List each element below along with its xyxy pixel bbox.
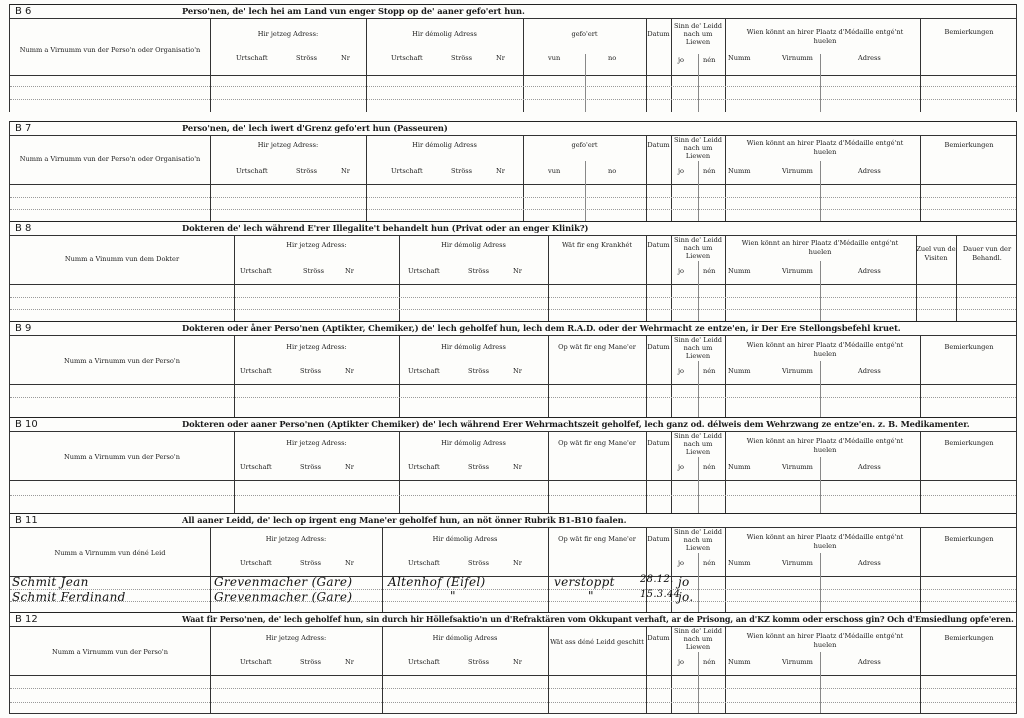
alive-header: Sinn de' Leidd nach um Liewen (673, 432, 723, 456)
town-header: Urtschaft (236, 54, 268, 62)
no-header: nén (703, 267, 716, 275)
entry-former-town: Altenhof (Eifel) (388, 575, 486, 589)
alive-header: Sinn de' Leidd nach um Liewen (673, 136, 723, 160)
entry-current-town: Grevenmacher (Gare) (214, 590, 353, 604)
address-header: Adress (858, 463, 881, 471)
number-header: Nr (345, 559, 354, 567)
firstname-header: Virnumm (782, 463, 813, 471)
section-b12 (9, 612, 1017, 714)
yes-header: jo (678, 463, 685, 471)
section-title: Waat fir Perso'nen, de' lech geholfef hun, sin durch hir Höllefsaktio'n un d'Refraktären vom Okkupant verhaft, ar de Prisong, an d'KZ komm oder erschoss gin? Och d'Emsiedlung opfe'eren. (182, 614, 1014, 624)
date-header: Datum (647, 241, 670, 249)
entry-alive: jo (678, 575, 690, 589)
surname-header: Numm (728, 267, 751, 275)
firstname-header: Virnumm (782, 167, 813, 175)
alive-header: Sinn de' Leidd nach um Liewen (673, 627, 723, 651)
street-header: Ströss (468, 559, 490, 567)
entry-manner: " (588, 589, 594, 603)
number-header: Nr (345, 267, 354, 275)
section-title: All aaner Leidd, de' lech op irgent eng Mane'er geholfef hun, an nöt önner Rubrik B1-B10 faalen. (182, 515, 627, 525)
street-header: Ströss (468, 463, 490, 471)
what-happened-header: Wät ass déné Leidd geschitt (550, 638, 644, 646)
former-address-header: Hir démolig Adress (412, 30, 477, 38)
town-header: Urtschaft (240, 658, 272, 666)
current-address-header: Hir jetzeg Adress: (286, 343, 347, 351)
town-header: Urtschaft (408, 267, 440, 275)
section-b6 (9, 4, 1017, 112)
from-header: vun (548, 167, 561, 175)
no-header: nén (703, 56, 716, 64)
current-address-header: Hir jetzeg Adress: (265, 535, 327, 543)
date-header: Datum (647, 141, 670, 149)
address-header: Adress (858, 167, 881, 175)
section-code: B 8 (15, 223, 32, 234)
to-header: no (608, 54, 617, 62)
yes-header: jo (678, 658, 685, 666)
treatment-duration-header: Dauer vun der Behandl. (962, 245, 1012, 262)
alive-header: Sinn de' Leidd nach um Liewen (673, 528, 723, 552)
section-code: B 9 (15, 323, 32, 334)
remarks-header: Bemierkungen (944, 343, 994, 351)
former-address-header: Hir démolig Adress (432, 535, 498, 543)
address-header: Adress (858, 267, 881, 275)
section-title: Perso'nen, de' lech iwert d'Grenz gefo'ert hun (Passeuren) (182, 123, 448, 133)
surname-header: Numm (728, 658, 751, 666)
section-title: Dokteren oder åner Perso'nen (Aptikter, Chemiker,) de' lech geholfef hun, lech dem R.A.D. oder der Wehrmacht ze entze'en, ir Der Ere Stellongsbefehl kruet. (182, 323, 901, 333)
number-header: Nr (513, 658, 522, 666)
town-header: Urtschaft (408, 463, 440, 471)
date-header: Datum (647, 439, 670, 447)
address-header: Adress (858, 658, 881, 666)
date-header: Datum (647, 535, 670, 543)
section-code: B 10 (15, 419, 38, 430)
alive-header: Sinn de' Leidd nach um Liewen (673, 22, 723, 46)
number-header: Nr (496, 167, 505, 175)
alive-header: Sinn de' Leidd nach um Liewen (673, 236, 723, 260)
name-header: Numm a Virnumm vun der Perso'n (52, 648, 168, 656)
no-header: nén (703, 559, 716, 567)
number-header: Nr (341, 54, 350, 62)
name-header: Numm a Virnumm vun der Perso'n (64, 357, 180, 365)
section-b11 (9, 513, 1017, 612)
entry-former-town: " (450, 589, 456, 603)
date-header: Datum (647, 30, 670, 38)
number-header: Nr (513, 559, 522, 567)
former-address-header: Hir démolig Adress (432, 634, 498, 642)
section-b9 (9, 321, 1017, 417)
manner-header: Op wät fir eng Mane'er (558, 535, 636, 543)
section-title: Dokteren de' lech während E'rer Illegalite't behandelt hun (Privat oder an enger Klinik?) (182, 223, 589, 233)
former-address-header: Hir démolig Adress (441, 343, 506, 351)
section-b10 (9, 417, 1017, 513)
surname-header: Numm (728, 367, 751, 375)
street-header: Ströss (300, 559, 322, 567)
street-header: Ströss (303, 267, 325, 275)
street-header: Ströss (468, 658, 490, 666)
town-header: Urtschaft (240, 559, 272, 567)
medal-header: Wien könnt an hirer Plaatz d'Médaille entgé'nt huelen (746, 139, 904, 156)
led-header: gefo'ert (571, 30, 598, 38)
yes-header: jo (678, 267, 685, 275)
date-header: Datum (647, 634, 670, 642)
current-address-header: Hir jetzeg Adress: (257, 141, 319, 149)
town-header: Urtschaft (391, 54, 423, 62)
current-address-header: Hir jetzeg Adress: (286, 241, 347, 249)
yes-header: jo (678, 167, 685, 175)
alive-header: Sinn de' Leidd nach um Liewen (673, 336, 723, 360)
no-header: nén (703, 167, 716, 175)
firstname-header: Virnumm (782, 658, 813, 666)
street-header: Ströss (296, 167, 318, 175)
town-header: Urtschaft (240, 367, 272, 375)
remarks-header: Bemierkungen (944, 439, 994, 447)
no-header: nén (703, 658, 716, 666)
former-address-header: Hir démolig Adress (412, 141, 477, 149)
former-address-header: Hir démolig Adress (441, 241, 506, 249)
surname-header: Numm (728, 54, 751, 62)
town-header: Urtschaft (408, 658, 440, 666)
manner-header: Op wät fir eng Mane'er (558, 439, 636, 447)
street-header: Ströss (300, 463, 322, 471)
town-header: Urtschaft (236, 167, 268, 175)
street-header: Ströss (468, 267, 490, 275)
street-header: Ströss (451, 167, 473, 175)
name-header: Numm a Virnumm vun déné Leid (54, 549, 166, 557)
medal-header: Wien könnt an hirer Plaatz d'Médaille entgé'nt huelen (746, 437, 904, 454)
no-header: nén (703, 463, 716, 471)
remarks-header: Bemierkungen (944, 535, 994, 543)
street-header: Ströss (300, 367, 322, 375)
firstname-header: Virnumm (782, 559, 813, 567)
number-header: Nr (345, 367, 354, 375)
entry-current-town: Grevenmacher (Gare) (214, 575, 353, 589)
address-header: Adress (858, 559, 881, 567)
number-header: Nr (513, 267, 522, 275)
illness-header: Wät fir eng Krankhét (561, 241, 633, 249)
yes-header: jo (678, 367, 685, 375)
firstname-header: Virnumm (782, 367, 813, 375)
number-header: Nr (341, 167, 350, 175)
entry-date: 28.12. (640, 574, 674, 585)
number-header: Nr (496, 54, 505, 62)
town-header: Urtschaft (240, 463, 272, 471)
section-b8 (9, 221, 1017, 321)
name-header: Numm a Virnumm vun der Perso'n oder Organisatio'n (19, 46, 201, 54)
street-header: Ströss (300, 658, 322, 666)
street-header: Ströss (451, 54, 473, 62)
remarks-header: Bemierkungen (944, 634, 994, 642)
town-header: Urtschaft (408, 559, 440, 567)
name-header: Numm a Virnumm vun der Perso'n oder Organisatio'n (19, 155, 201, 163)
street-header: Ströss (468, 367, 490, 375)
remarks-header: Bemierkungen (944, 141, 994, 149)
number-header: Nr (513, 463, 522, 471)
name-header: Numm a Virnumm vun der Perso'n (64, 453, 180, 461)
address-header: Adress (858, 54, 881, 62)
town-header: Urtschaft (391, 167, 423, 175)
manner-header: Op wät fir eng Mane'er (558, 343, 636, 351)
entry-alive: jo. (678, 590, 694, 604)
current-address-header: Hir jetzeg Adress: (286, 439, 347, 447)
surname-header: Numm (728, 167, 751, 175)
current-address-header: Hir jetzeg Adress: (265, 634, 327, 642)
to-header: no (608, 167, 617, 175)
section-code: B 6 (15, 6, 32, 17)
medal-header: Wien könnt an hirer Plaatz d'Médaille entgé'nt huelen (746, 533, 904, 550)
number-header: Nr (345, 463, 354, 471)
section-b7 (9, 121, 1017, 221)
date-header: Datum (647, 343, 670, 351)
section-code: B 7 (15, 123, 32, 134)
no-header: nén (703, 367, 716, 375)
medal-header: Wien könnt an hirer Plaatz d'Médaille entgé'nt huelen (741, 239, 899, 256)
entry-name: Schmit Jean (12, 575, 89, 589)
surname-header: Numm (728, 559, 751, 567)
firstname-header: Virnumm (782, 54, 813, 62)
number-header: Nr (345, 658, 354, 666)
medal-header: Wien könnt an hirer Plaatz d'Médaille entgé'nt huelen (746, 341, 904, 358)
entry-date: 15.3.44 (640, 589, 681, 600)
firstname-header: Virnumm (782, 267, 813, 275)
section-title: Dokteren oder aaner Perso'nen (Aptikter Chemiker) de' lech während Erer Wehrmachtszeit geholfef, lech ganz od. délweis dem Wehrzwang ze entze'en. z. B. Medikamenter. (182, 419, 970, 429)
section-code: B 11 (15, 515, 38, 526)
led-header: gefo'ert (571, 141, 598, 149)
yes-header: jo (678, 559, 685, 567)
current-address-header: Hir jetzeg Adress: (257, 30, 319, 38)
number-header: Nr (513, 367, 522, 375)
yes-header: jo (678, 56, 685, 64)
town-header: Urtschaft (240, 267, 272, 275)
section-title: Perso'nen, de' lech hei am Land vun enger Stopp op de' aaner gefo'ert hun. (182, 6, 525, 16)
entry-name: Schmit Ferdinand (12, 590, 126, 604)
town-header: Urtschaft (408, 367, 440, 375)
visits-header: Zuel vun de Visiten (916, 245, 956, 262)
entry-manner: verstoppt (554, 575, 615, 589)
surname-header: Numm (728, 463, 751, 471)
medal-header: Wien könnt an hirer Plaatz d'Médaille entgé'nt huelen (746, 632, 904, 649)
from-header: vun (548, 54, 561, 62)
section-code: B 12 (15, 614, 38, 625)
street-header: Ströss (296, 54, 318, 62)
former-address-header: Hir démolig Adress (441, 439, 506, 447)
medal-header: Wien könnt an hirer Plaatz d'Médaille entgé'nt huelen (746, 28, 904, 45)
name-header: Numm a Vinumm vun dem Dokter (64, 255, 180, 263)
remarks-header: Bemierkungen (944, 28, 994, 36)
address-header: Adress (858, 367, 881, 375)
